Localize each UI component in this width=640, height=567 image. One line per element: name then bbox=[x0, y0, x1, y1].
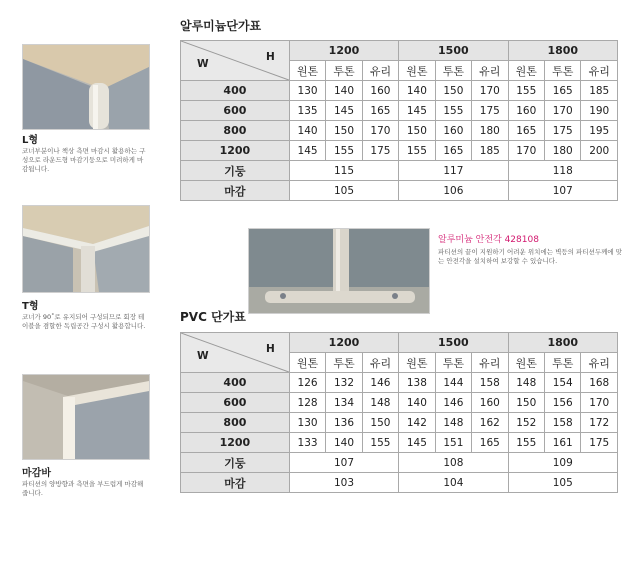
price-cell: 130 bbox=[289, 81, 325, 101]
height-header: 1500 bbox=[399, 41, 508, 61]
price-cell: 155 bbox=[435, 101, 471, 121]
price-cell: 140 bbox=[399, 393, 435, 413]
l-type-description: 코너부분이나 책상 측면 마감시 활용하는 구성으로 라운드형 마감기둥으로 미려하게 마감됩니다. bbox=[22, 147, 146, 173]
type-header: 원톤 bbox=[399, 61, 435, 81]
type-header: 원톤 bbox=[289, 353, 325, 373]
price-cell: 190 bbox=[581, 101, 618, 121]
price-cell: 150 bbox=[326, 121, 362, 141]
price-cell: 152 bbox=[508, 413, 544, 433]
price-cell: 148 bbox=[508, 373, 544, 393]
price-cell: 160 bbox=[362, 81, 398, 101]
price-cell: 155 bbox=[326, 141, 362, 161]
safety-corner-photo bbox=[248, 228, 430, 314]
price-cell: 155 bbox=[508, 433, 544, 453]
price-cell: 145 bbox=[399, 101, 435, 121]
price-cell: 170 bbox=[362, 121, 398, 141]
type-header: 원톤 bbox=[289, 61, 325, 81]
pillar-price: 117 bbox=[399, 161, 508, 181]
price-cell: 161 bbox=[544, 433, 580, 453]
price-cell: 162 bbox=[472, 413, 508, 433]
width-label: 400 bbox=[181, 373, 290, 393]
width-label: 1200 bbox=[181, 141, 290, 161]
price-cell: 158 bbox=[544, 413, 580, 433]
price-cell: 200 bbox=[581, 141, 618, 161]
t-type-label: T형 bbox=[22, 301, 39, 312]
price-cell: 135 bbox=[289, 101, 325, 121]
price-cell: 140 bbox=[326, 433, 362, 453]
price-cell: 133 bbox=[289, 433, 325, 453]
price-cell: 172 bbox=[581, 413, 618, 433]
table-row bbox=[181, 373, 618, 393]
type-header: 유리 bbox=[581, 353, 618, 373]
type-header: 투톤 bbox=[326, 61, 362, 81]
price-cell: 175 bbox=[362, 141, 398, 161]
height-header: 1800 bbox=[508, 333, 617, 353]
t-type-photo bbox=[22, 205, 150, 293]
type-header: 원톤 bbox=[508, 353, 544, 373]
table-row bbox=[181, 433, 618, 453]
price-cell: 170 bbox=[581, 393, 618, 413]
price-cell: 180 bbox=[544, 141, 580, 161]
height-header: 1200 bbox=[289, 41, 398, 61]
width-label: 600 bbox=[181, 101, 290, 121]
price-cell: 146 bbox=[435, 393, 471, 413]
safety-corner-image bbox=[249, 229, 429, 313]
table-row bbox=[181, 453, 618, 473]
height-header: 1200 bbox=[289, 333, 398, 353]
aluminum-price-table bbox=[180, 40, 618, 201]
price-cell: 151 bbox=[435, 433, 471, 453]
price-cell: 165 bbox=[362, 101, 398, 121]
price-cell: 156 bbox=[544, 393, 580, 413]
price-cell: 185 bbox=[581, 81, 618, 101]
price-cell: 136 bbox=[326, 413, 362, 433]
finish-label: 마감 bbox=[181, 181, 290, 201]
price-cell: 148 bbox=[435, 413, 471, 433]
table-row bbox=[181, 181, 618, 201]
price-cell: 140 bbox=[289, 121, 325, 141]
width-label: 600 bbox=[181, 393, 290, 413]
price-cell: 128 bbox=[289, 393, 325, 413]
l-type-label: L형 bbox=[22, 135, 39, 146]
height-axis-label: H bbox=[266, 343, 275, 355]
finish-price: 107 bbox=[508, 181, 617, 201]
price-cell: 175 bbox=[581, 433, 618, 453]
finish-price: 103 bbox=[289, 473, 398, 493]
price-cell: 132 bbox=[326, 373, 362, 393]
price-cell: 165 bbox=[435, 141, 471, 161]
height-header: 1800 bbox=[508, 41, 617, 61]
aluminum-price-title: 알루미늄단가표 bbox=[180, 19, 262, 33]
type-header: 투톤 bbox=[544, 353, 580, 373]
price-cell: 170 bbox=[544, 101, 580, 121]
type-header: 투톤 bbox=[326, 353, 362, 373]
table-row bbox=[181, 121, 618, 141]
price-cell: 150 bbox=[435, 81, 471, 101]
price-cell: 158 bbox=[472, 373, 508, 393]
type-header: 유리 bbox=[362, 353, 398, 373]
price-cell: 140 bbox=[399, 81, 435, 101]
pillar-price: 108 bbox=[399, 453, 508, 473]
pillar-price: 115 bbox=[289, 161, 398, 181]
price-cell: 148 bbox=[362, 393, 398, 413]
pillar-price: 109 bbox=[508, 453, 617, 473]
table-row bbox=[181, 101, 618, 121]
finish-bar-description: 파티션의 양방향과 측면을 부드럽게 마감해줍니다. bbox=[22, 480, 144, 497]
table-row bbox=[181, 413, 618, 433]
t-type-image bbox=[23, 206, 149, 292]
finish-price: 106 bbox=[399, 181, 508, 201]
price-cell: 144 bbox=[435, 373, 471, 393]
pillar-label: 기둥 bbox=[181, 453, 290, 473]
price-cell: 145 bbox=[399, 433, 435, 453]
price-cell: 160 bbox=[472, 393, 508, 413]
type-header: 유리 bbox=[362, 61, 398, 81]
width-label: 1200 bbox=[181, 433, 290, 453]
width-label: 800 bbox=[181, 413, 290, 433]
l-type-photo bbox=[22, 44, 150, 130]
price-cell: 155 bbox=[362, 433, 398, 453]
finish-bar-image bbox=[23, 375, 149, 459]
finish-label: 마감 bbox=[181, 473, 290, 493]
price-cell: 150 bbox=[399, 121, 435, 141]
price-cell: 155 bbox=[508, 81, 544, 101]
finish-price: 105 bbox=[289, 181, 398, 201]
price-cell: 154 bbox=[544, 373, 580, 393]
pvc-price-table bbox=[180, 332, 618, 493]
price-cell: 134 bbox=[326, 393, 362, 413]
safety-corner-title: 알루미늄 안전각 428108 bbox=[438, 235, 539, 245]
type-header: 투톤 bbox=[435, 61, 471, 81]
type-header: 유리 bbox=[472, 353, 508, 373]
price-cell: 170 bbox=[472, 81, 508, 101]
width-label: 800 bbox=[181, 121, 290, 141]
width-axis-label: W bbox=[197, 58, 209, 70]
price-cell: 130 bbox=[289, 413, 325, 433]
price-cell: 165 bbox=[544, 81, 580, 101]
pillar-label: 기둥 bbox=[181, 161, 290, 181]
price-cell: 165 bbox=[508, 121, 544, 141]
table-corner bbox=[181, 41, 290, 81]
type-header: 원톤 bbox=[508, 61, 544, 81]
type-header: 원톤 bbox=[399, 353, 435, 373]
width-axis-label: W bbox=[197, 350, 209, 362]
finish-price: 104 bbox=[399, 473, 508, 493]
price-cell: 146 bbox=[362, 373, 398, 393]
price-cell: 160 bbox=[508, 101, 544, 121]
height-axis-label: H bbox=[266, 51, 275, 63]
height-header: 1500 bbox=[399, 333, 508, 353]
price-cell: 142 bbox=[399, 413, 435, 433]
finish-bar-photo bbox=[22, 374, 150, 460]
type-header: 유리 bbox=[581, 61, 618, 81]
type-header: 유리 bbox=[472, 61, 508, 81]
price-cell: 145 bbox=[326, 101, 362, 121]
l-type-image bbox=[23, 45, 149, 129]
price-cell: 195 bbox=[581, 121, 618, 141]
width-label: 400 bbox=[181, 81, 290, 101]
pillar-price: 107 bbox=[289, 453, 398, 473]
price-cell: 140 bbox=[326, 81, 362, 101]
price-cell: 175 bbox=[544, 121, 580, 141]
type-header: 투톤 bbox=[435, 353, 471, 373]
price-cell: 185 bbox=[472, 141, 508, 161]
t-type-description: 코너가 90˚로 유지되어 구성되므로 회장 테이블을 겸할한 독립공간 구성시 활용합니다. bbox=[22, 313, 146, 330]
price-cell: 150 bbox=[362, 413, 398, 433]
price-cell: 126 bbox=[289, 373, 325, 393]
price-cell: 160 bbox=[435, 121, 471, 141]
table-row bbox=[181, 141, 618, 161]
price-cell: 175 bbox=[472, 101, 508, 121]
price-cell: 138 bbox=[399, 373, 435, 393]
price-cell: 155 bbox=[399, 141, 435, 161]
table-corner bbox=[181, 333, 290, 373]
price-cell: 145 bbox=[289, 141, 325, 161]
safety-corner-description: 파티션의 끝이 지원하기 어려운 위치에는 벽등의 파티션두께에 맞는 안전각을 설치하여 보강할 수 있습니다. bbox=[438, 248, 622, 265]
pvc-price-title: PVC 단가표 bbox=[180, 310, 246, 324]
table-row bbox=[181, 393, 618, 413]
finish-bar-label: 마감바 bbox=[22, 468, 51, 479]
price-cell: 170 bbox=[508, 141, 544, 161]
table-row bbox=[181, 161, 618, 181]
price-cell: 150 bbox=[508, 393, 544, 413]
price-cell: 165 bbox=[472, 433, 508, 453]
table-row bbox=[181, 473, 618, 493]
finish-price: 105 bbox=[508, 473, 617, 493]
table-row bbox=[181, 81, 618, 101]
price-cell: 168 bbox=[581, 373, 618, 393]
type-header: 투톤 bbox=[544, 61, 580, 81]
price-cell: 180 bbox=[472, 121, 508, 141]
pillar-price: 118 bbox=[508, 161, 617, 181]
